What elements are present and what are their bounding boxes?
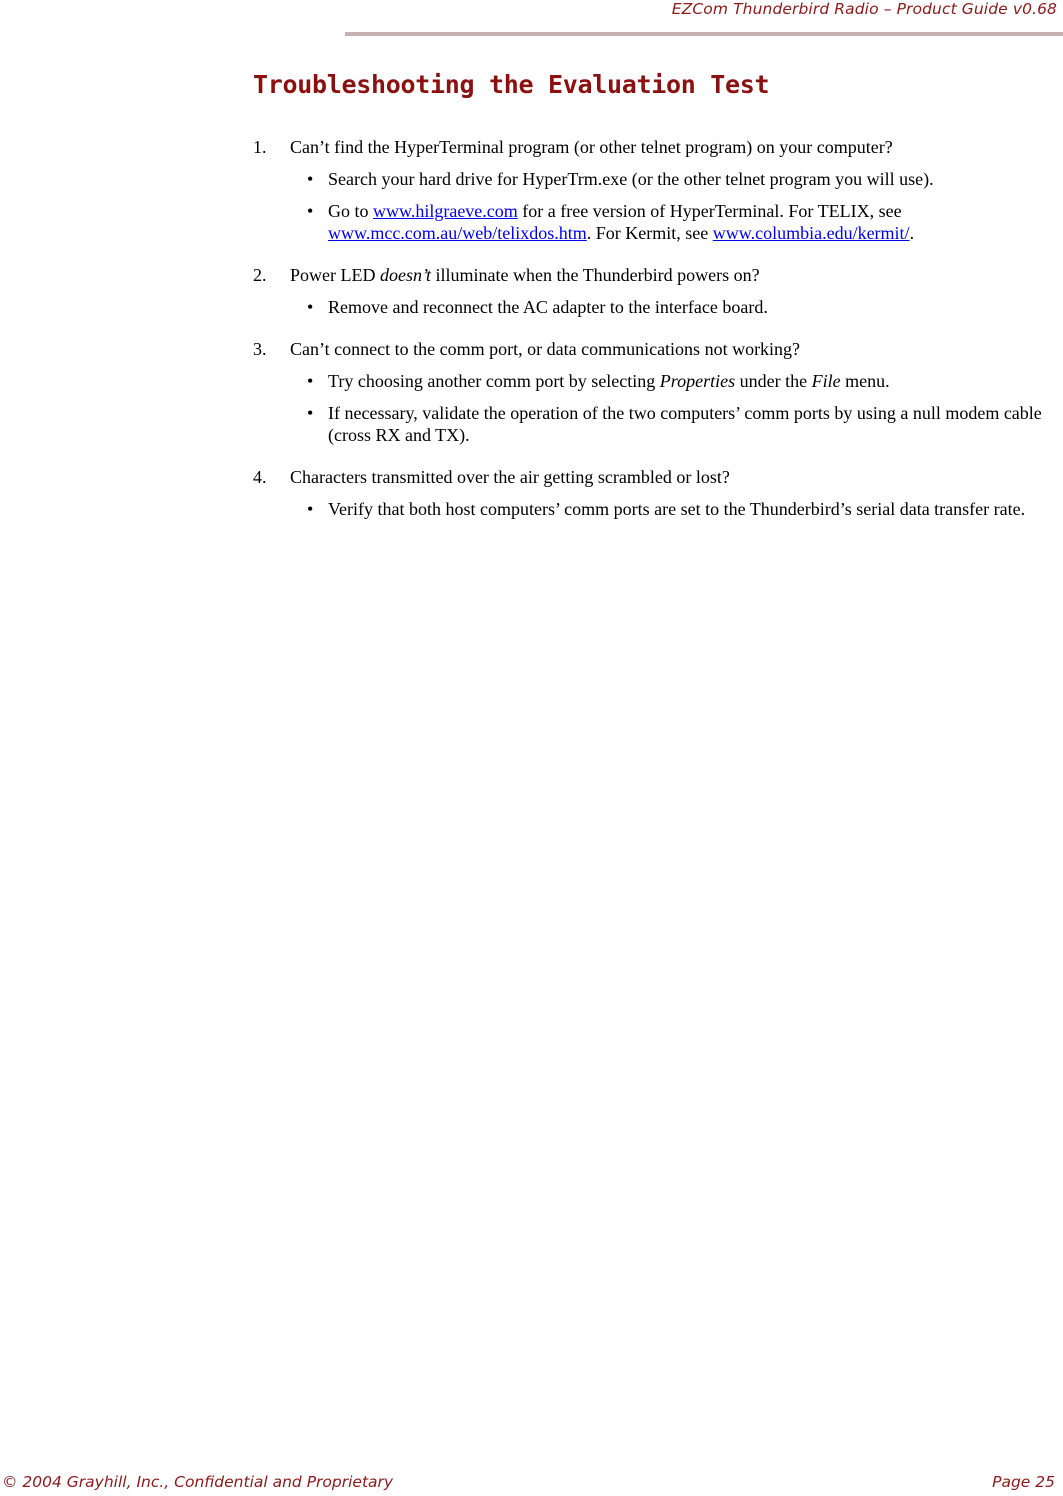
bullet-text-pre: Try choosing another comm port by selecting — [328, 371, 660, 391]
question-3 — [253, 338, 1053, 360]
header-title: EZCom Thunderbird Radio – Product Guide v0.68 — [671, 0, 1057, 18]
bullet-text-pre: Go to — [328, 201, 373, 221]
bullet-text-mid: . For Kermit, see — [586, 223, 713, 243]
question-2 — [253, 264, 1053, 286]
bullet-text: Remove and reconnect the AC adapter to the interface board. — [328, 297, 768, 317]
troubleshooting-list — [253, 136, 1053, 540]
list-item — [253, 370, 1053, 392]
list-item — [253, 296, 1053, 318]
bullet-icon: • — [307, 499, 314, 519]
question-text-emphasis: doesn’t — [379, 265, 431, 285]
question-text: Can’t connect to the comm port, or data communications not working? — [290, 339, 801, 359]
bullet-text: If necessary, validate the operation of the two computers’ comm ports by using a null modem cable (cross RX and TX). — [328, 403, 1042, 445]
bullet-icon: • — [307, 297, 314, 317]
question-number: 3. — [253, 339, 267, 359]
bullet-text-emphasis: File — [811, 371, 841, 391]
answer-list-3 — [253, 370, 1053, 446]
bullet-text-mid: under the — [735, 371, 812, 391]
list-item — [253, 498, 1053, 520]
list-item — [253, 402, 1053, 446]
bullet-text: Search your hard drive for HyperTrm.exe (or the other telnet program you will use). — [328, 169, 934, 189]
header-rule — [345, 32, 1063, 36]
bullet-text-mid: for a free version of HyperTerminal. For TELIX, see — [517, 201, 902, 221]
question-text: Can’t find the HyperTerminal program (or other telnet program) on your computer? — [290, 137, 893, 157]
answer-list-1 — [253, 168, 1053, 244]
bullet-icon: • — [307, 201, 314, 221]
bullet-text: Verify that both host computers’ comm ports are set to the Thunderbird’s serial data transfer rate. — [328, 499, 1026, 519]
bullet-text-post: . — [909, 223, 915, 243]
link-telix[interactable]: www.mcc.com.au/web/telixdos.htm — [328, 223, 587, 243]
bullet-text-post: menu. — [840, 371, 890, 391]
question-number: 2. — [253, 265, 267, 285]
link-kermit[interactable]: www.columbia.edu/kermit/ — [712, 223, 910, 243]
answer-list-4 — [253, 498, 1053, 520]
question-4 — [253, 466, 1053, 488]
question-number: 1. — [253, 137, 267, 157]
question-text-post: illuminate when the Thunderbird powers on? — [430, 265, 760, 285]
question-1 — [253, 136, 1053, 158]
footer-page-number: Page 25 — [992, 1473, 1055, 1491]
bullet-icon: • — [307, 371, 314, 391]
answer-list-2 — [253, 296, 1053, 318]
list-item — [253, 200, 1053, 244]
question-text: Characters transmitted over the air getting scrambled or lost? — [290, 467, 730, 487]
question-text-pre: Power LED — [290, 265, 380, 285]
question-number: 4. — [253, 467, 267, 487]
list-item — [253, 168, 1053, 190]
link-hilgraeve[interactable]: www.hilgraeve.com — [373, 201, 518, 221]
bullet-text-emphasis: Properties — [659, 371, 736, 391]
bullet-icon: • — [307, 403, 314, 423]
bullet-icon: • — [307, 169, 314, 189]
section-title: Troubleshooting the Evaluation Test — [253, 70, 770, 99]
footer-copyright: © 2004 Grayhill, Inc., Confidential and Proprietary — [2, 1473, 394, 1491]
